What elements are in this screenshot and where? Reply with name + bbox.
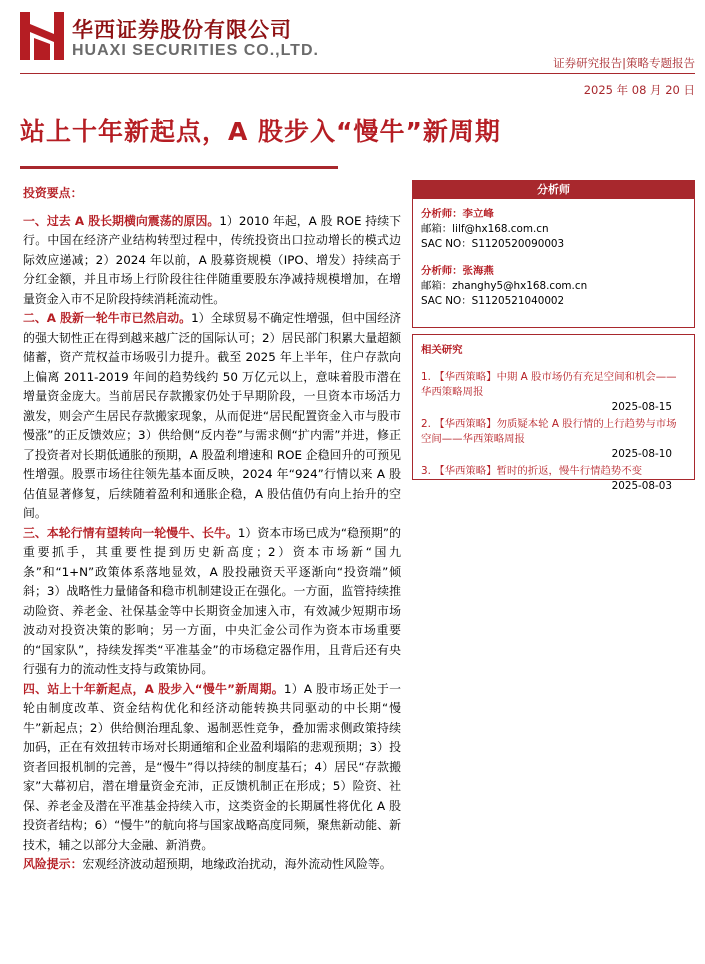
section-heading: 一、过去 A 股长期横向震荡的原因。 xyxy=(23,213,220,228)
related-num: 1. xyxy=(421,371,431,383)
section-heading: 四、站上十年新起点，A 股步入“慢牛”新周期。 xyxy=(23,681,284,696)
related-link[interactable]: 【华西策略】中期 A 股市场仍有充足空间和机会——华西策略周报 xyxy=(421,371,677,398)
related-date: 2025-08-03 xyxy=(611,480,672,492)
analyst-box xyxy=(412,199,695,328)
section-body: 1）A 股市场正处于一轮由制度改革、资金结构优化和经济动能转换共同驱动的中长期“慢牛”新起点；2）供给侧治理乱象、遏制恶性竞争，叠加需求侧政策持续加码，正在有效扭转市场对长期通缩和企业盈利塌陷的悲观预期；3）投资者回报机制的完善，是“慢牛”得以持续的制度基石；4）居民“存款搬家”大幕初启，潜在增量资金充沛，正反馈机制正在形成；5）险资、社保、养老金及潜在平准基金持续入市，这类资金的长期属性将优化 A 股投资者结构；6）“慢牛”的航向将与国家战略高度同频，聚焦新动能、新技术，辅之以部分大金融、新消费。 xyxy=(23,681,401,852)
section-body: 宏观经济波动超预期，地缘政治扰动，海外流动性风险等。 xyxy=(82,857,392,871)
summary-label: 投资要点： xyxy=(23,186,83,200)
summary-section-1 xyxy=(23,212,401,310)
related-item[interactable] xyxy=(421,370,686,400)
related-item[interactable] xyxy=(421,464,686,479)
related-date: 2025-08-10 xyxy=(611,448,672,460)
related-num: 2. xyxy=(421,418,431,430)
section-body: 1）全球贸易不确定性增强，但中国经济的强大韧性正在得到越来越广泛的国际认可；2）居民部门积累大量超额储蓄，资产荒权益市场吸引力提升。截至 2025 年上半年，住户存款向上偏离 2011-2019 年间的趋势线约 50 万亿元以上，意味着股市潜在增量资金庞大。当前居民存款搬家仍处于早期阶段，一旦资本市场活力激发，则会产生居民存款搬家现象，从而促进“居民配置资金入市与股市慢涨”的正反馈效应；3）供给侧“反内卷”与需求侧“扩内需”并进，修正了投资者对长期低通胀的预期，A 股盈利增速和 ROE 企稳回升的可预见性增强。股票市场往往领先基本面反映，2024 年“924”行情以来 A 股估值显著修复，后续随着盈利和通胀企稳，A 股估值仍有向上抬升的空间。 xyxy=(23,311,401,520)
analyst-header: 分析师 xyxy=(412,180,695,199)
company-name-cn: 华西证券股份有限公司 xyxy=(72,18,292,42)
title-underline xyxy=(20,166,338,169)
related-title: 相关研究 xyxy=(421,344,463,356)
analyst-email[interactable]: 邮箱：lilf@hx168.com.cn xyxy=(421,223,549,235)
header-divider xyxy=(20,73,695,74)
section-body: 1）资本市场已成为“稳预期”的重要抓手，其重要性提到历史新高度；2）资本市场新“国九条”和“1+N”政策体系落地显效，A 股投融资天平逐渐向“投资端”倾斜；3）战略性力量储备和稳市机制建设正在强化。一方面，监管持续推动险资、养老金、社保基金等中长期资金加速入市，有效减少短期市场波动对投资决策的影响；另一方面，中央汇金公司作为资本市场重要的“国家队”，持续发挥类“平准基金”的市场稳定器作用，且背后还有央行强有力的流动性支持与政策协同。 xyxy=(23,525,401,676)
analyst-email[interactable]: 邮箱：zhanghy5@hx168.com.cn xyxy=(421,280,588,292)
investment-summary xyxy=(23,184,401,875)
analyst-entry xyxy=(421,207,686,252)
summary-section-2 xyxy=(23,309,401,524)
section-heading: 风险提示： xyxy=(23,857,83,871)
analyst-name: 分析师：张海燕 xyxy=(421,265,494,277)
section-body: 1）2010 年起，A 股 ROE 持续下行。中国在经济产业结构转型过程中，传统投资出口拉动增长的模式边际效应递减；2）2024 年以前，A 股募资规模（IPO、增发）持续高于分红金额，并且市场上行阶段往往伴随重要股东净减持规模增加，在增量资金入市不足阶段持续消耗流动性。 xyxy=(23,213,402,306)
section-heading: 三、本轮行情有望转向一轮慢牛、长牛。 xyxy=(23,525,238,540)
analyst-sac: SAC NO：S1120520090003 xyxy=(421,238,565,250)
related-link[interactable]: 【华西策略】勿质疑本轮 A 股行情的上行趋势与市场空间——华西策略周报 xyxy=(421,418,677,445)
summary-section-3 xyxy=(23,524,401,680)
related-link[interactable]: 【华西策略】暂时的折返，慢牛行情趋势不变 xyxy=(434,465,643,477)
related-num: 3. xyxy=(421,465,431,477)
section-heading: 二、A 股新一轮牛市已然启动。 xyxy=(23,311,192,325)
analyst-sac: SAC NO：S1120521040002 xyxy=(421,295,565,307)
summary-section-4 xyxy=(23,680,401,856)
related-item[interactable] xyxy=(421,417,686,447)
risk-warning xyxy=(23,855,401,875)
company-name-en: HUAXI SECURITIES CO.,LTD. xyxy=(72,42,319,59)
report-title: 站上十年新起点，A 股步入“慢牛”新周期 xyxy=(20,117,501,146)
analyst-name: 分析师：李立峰 xyxy=(421,208,494,220)
huaxi-logo-icon xyxy=(20,12,64,60)
report-date: 2025 年 08 月 20 日 xyxy=(583,83,695,97)
related-research xyxy=(412,334,695,492)
sidebar xyxy=(412,180,695,492)
report-type: 证券研究报告|策略专题报告 xyxy=(553,56,695,70)
related-date: 2025-08-15 xyxy=(611,401,672,413)
analyst-entry xyxy=(421,264,686,309)
